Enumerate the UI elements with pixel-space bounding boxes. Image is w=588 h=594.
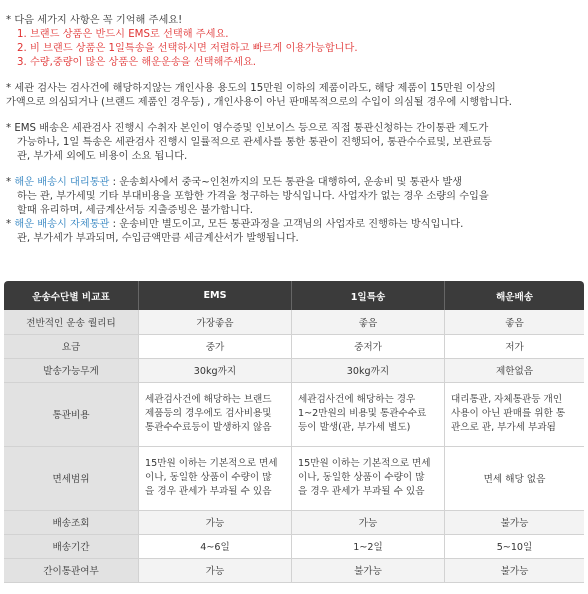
cell-line: 관으로 관, 부가세 부과됨 [451,422,556,433]
agency-line: 할때 유리하며, 세금계산서등 지출증빙은 불가합니다. [17,205,253,216]
notice-section [6,14,584,246]
table-row [4,358,584,382]
customs-note [6,82,584,110]
table-cell: 불가능 [445,510,585,534]
row-label: 배송기간 [4,534,139,558]
important-notice [6,14,584,70]
table-cell: 불가능 [445,558,585,582]
table-row [4,534,584,558]
customs-line: 가액으로 의심되거나 (브랜드 제품인 경우등) , 개인사용이 아닌 판매목적으로의 수입이 의심될 경우에 시행합니다. [6,97,512,108]
table-header-row [4,281,584,310]
row-label: 간이통관여부 [4,558,139,582]
cell-line: 이나, 동일한 상품이 수량이 많 [145,472,272,483]
row-label: 전반적인 운송 퀄리티 [4,310,139,334]
header-cell: 운송수단별 비교표 [4,281,139,310]
table-cell: 5~10일 [445,534,585,558]
ems-line: 가능하나, 1일 특송은 세관검사 진행시 일률적으로 관세사를 통한 통관이 진행되어, 통관수수료및, 보관료등 [17,137,492,148]
customs-line: * 세관 검사는 검사건에 해당하지않는 개인사용 용도의 15만원 이하의 제품이라도, 해당 제품이 15만원 이상의 [6,83,496,94]
cell-line: 을 경우 관세가 부과될 수 있음 [145,486,272,497]
cell-line: 통관수수료등이 발생하지 않음 [145,422,272,433]
header-cell: EMS [139,281,292,310]
header-cell: 1일특송 [292,281,445,310]
table-row [4,310,584,334]
ems-line: * EMS 배송은 세관검사 진행시 수취자 본인이 영수증및 인보이스 등으로 직접 통관신청하는 간이통관 제도가 [6,123,489,134]
cell-line: 1~2만원의 비용및 통관수수료 [298,408,427,419]
table-cell: 중가 [139,334,292,358]
table-cell [292,382,445,446]
self-note [6,218,584,246]
agency-line: 하는 관, 부가세및 기타 부대비용을 포함한 가격을 청구하는 방식입니다. 사업자가 없는 경우 소량의 수입을 [17,191,489,202]
table-cell: 중저가 [292,334,445,358]
header-cell: 해운배송 [445,281,585,310]
agency-text: : 운송회사에서 중국~인천까지의 모든 통관을 대행하여, 운송비 및 통관사 발생 [109,177,463,188]
table-row [4,558,584,582]
table-cell: 좋음 [445,310,585,334]
cell-line: 사용이 아닌 판매를 위한 통 [451,408,566,419]
notice-item-3: 3. 수량,중량이 많은 상품은 해운운송을 선택해주세요. [17,57,257,68]
agency-label: 해운 배송시 대리통관 [14,177,110,188]
table-row [4,510,584,534]
cell-line: 대리통관, 자체통관등 개인 [451,394,563,405]
table-cell: 좋음 [292,310,445,334]
self-text: : 운송비만 별도이고, 모든 통관과정을 고객님의 사업자로 진행하는 방식입니다. [109,219,464,230]
ems-note [6,122,584,164]
table-cell: 1~2일 [292,534,445,558]
table-row [4,382,584,446]
table-cell: 저가 [445,334,585,358]
table-cell: 가장좋음 [139,310,292,334]
cell-line: 이나, 동일한 상품이 수량이 많 [298,472,425,483]
notice-heading: * 다음 세가지 사항은 꼭 기억해 주세요! [6,15,183,26]
ems-line: 관, 부가세 외에도 비용이 소요 됩니다. [17,151,188,162]
table-cell: 가능 [292,510,445,534]
table-cell: 제한없음 [445,358,585,382]
table-cell [445,382,585,446]
table-row [4,446,584,510]
row-label: 발송가능무게 [4,358,139,382]
agency-line: * 해운 배송시 대리통관 : 운송회사에서 중국~인천까지의 모든 통관을 대행하여, 운송비 및 통관사 발생 [6,177,463,188]
table-cell: 면세 해당 없음 [445,446,585,510]
self-label: 해운 배송시 자체통관 [14,219,110,230]
table-cell: 불가능 [292,558,445,582]
table-cell: 30kg까지 [292,358,445,382]
cell-line: 15만원 이하는 기본적으로 면세 [298,458,431,469]
row-label: 면세범위 [4,446,139,510]
cell-line: 15만원 이하는 기본적으로 면세 [145,458,278,469]
cell-line: 제품등의 경우에도 검사비용및 [145,408,272,419]
row-label: 통관비용 [4,382,139,446]
table-cell: 가능 [139,510,292,534]
cell-line: 을 경우 관세가 부과될 수 있음 [298,486,425,497]
table-row [4,334,584,358]
cell-line: 세관검사건에 해당하는 경우 [298,394,416,405]
table-cell: 4~6일 [139,534,292,558]
table-cell [139,446,292,510]
self-line: * 해운 배송시 자체통관 : 운송비만 별도이고, 모든 통관과정을 고객님의 사업자로 진행하는 방식입니다. [6,219,464,230]
notice-item-2: 2. 비 브랜드 상품은 1일특송을 선택하시면 저렴하고 빠르게 이용가능합니다. [17,43,358,54]
row-label: 요금 [4,334,139,358]
self-line: 관, 부가세가 부과되며, 수입금액만큼 세금계산서가 발행됩니다. [17,233,299,244]
notice-item-1: 1. 브랜드 상품은 반드시 EMS로 선택해 주세요. [17,29,229,40]
table-cell: 가능 [139,558,292,582]
cell-line: 세관검사건에 해당하는 브랜드 [145,394,272,405]
table-cell: 30kg까지 [139,358,292,382]
cell-line: 등이 발생(관, 부가세 별도) [298,422,411,433]
table-cell [292,446,445,510]
comparison-table [4,281,584,583]
agency-note [6,176,584,218]
row-label: 배송조회 [4,510,139,534]
table-cell [139,382,292,446]
